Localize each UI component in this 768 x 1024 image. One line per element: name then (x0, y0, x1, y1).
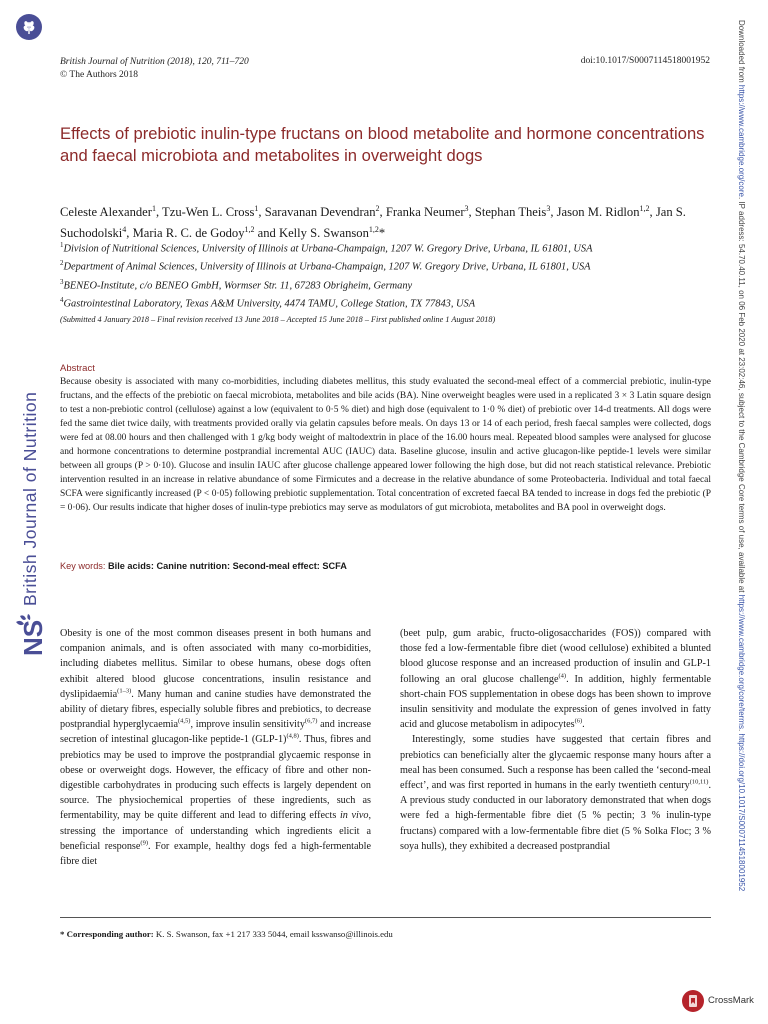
author-list (60, 200, 720, 242)
affiliation (60, 275, 720, 293)
affiliation (60, 238, 720, 256)
affiliation (60, 293, 720, 311)
download-notice (737, 20, 746, 1020)
author: and Kelly S. Swanson (254, 226, 369, 241)
download-separator: . (737, 728, 746, 734)
footnote-divider (60, 917, 711, 918)
crossmark-icon[interactable] (682, 990, 704, 1012)
cambridge-core-link[interactable]: https://www.cambridge.org/core (737, 84, 746, 197)
download-prefix: Downloaded from (737, 20, 746, 85)
abstract-text: Because obesity is associated with many co-morbidities, including diabetes mellitus, this study evaluated the second-meal effect of a commercial prebiotic, inulin-type fructans, and the effects of the prebiotic on faecal microbiota, metabolites and bile acids (BA). Nine overweight beagles were used in a replicated 3 × 3 Latin square design to test a non-prebiotic control (cellulose) against a low (equivalent to 0·5 % diet) and high dose (equivalent to 1·0 % diet) of prebiotic over 14-d treatments. All dogs were fed the same diet twice daily, with treatments provided orally via gelatin capsules before meals. On days 13 or 14 of each period, fresh faecal samples were collected, dogs were fed at 08.00 hours and then challenged with 1 g/kg body weight of maltodextrin in place of the 16.00 hours meal. Repeated blood samples were analysed for glucose and hormone concentrations to determine postprandial incremental AUC (IAUC) data. Baseline glucose, insulin and active glucagon-like peptide-1 levels were similar between all groups (P > 0·10). Glucose and insulin IAUC after glucose challenge appeared lower following the high dose, but did not reach statistical relevance. Prebiotic intervention resulted in an increase in relative abundance of some Firmicutes and a decrease in the relative abundance of some Proteobacteria. Individual and total faecal SCFA were significantly increased (P < 0·05) following prebiotic supplementation. Total concentration of excreted faecal BA tended to increase in dogs fed the prebiotic (P = 0·06). Our results indicate that higher doses of inulin-type prebiotics may serve as modulators of gut microbiota, metabolites and BA pool in overweight dogs. (60, 377, 711, 513)
reference-mark[interactable]: (9) (140, 839, 149, 847)
submission-dates: (Submitted 4 January 2018 – Final revision received 13 June 2018 – Accepted 15 June 2018 – First published online 1 August 2018) (60, 315, 496, 324)
footnote-text: K. S. Swanson, fax +1 217 333 5044, email ksswanso@illinois.edu (153, 929, 393, 939)
corresponding-author-footnote (60, 929, 393, 939)
keywords-label: Key words: (60, 561, 106, 571)
terms-link[interactable]: https://www.cambridge.org/core/terms (737, 594, 746, 729)
reference-mark[interactable]: (4) (558, 672, 567, 680)
author: , Jason M. Ridlon (550, 205, 640, 220)
download-middle: . IP address: 54.70.40.11, on 06 Feb 2020 at 23:02:46, subject to the Cambridge Core terms of use, available at (737, 196, 746, 595)
author: , Maria R. C. de Godoy (126, 226, 245, 241)
author-affiliation-mark: 1,2 (368, 225, 379, 235)
author: , Jan S. Suchodolski (60, 205, 686, 241)
affiliation-number: 3 (60, 277, 64, 286)
footnote-label: * Corresponding author: (60, 929, 154, 939)
author-affiliation-mark: 1,2 (244, 225, 255, 235)
journal-side-label: British Journal of Nutrition (20, 391, 40, 606)
keywords-value: Bile acids: Canine nutrition: Second-meal effect: SCFA (108, 561, 347, 571)
crossmark-label[interactable]: CrossMark (708, 995, 754, 1006)
reference-mark[interactable]: (4,5) (178, 717, 191, 725)
affiliations (60, 238, 720, 312)
affiliation-text: Department of Animal Sciences, University of Illinois at Urbana-Champaign, 1207 W. Gregory Drive, Urbana, IL 61801, USA (63, 261, 591, 273)
author-affiliation-mark: 4 (122, 225, 127, 235)
doi: doi:10.1017/S0007114518001952 (580, 56, 710, 66)
body-paragraph: (beet pulp, gum arabic, fructo-oligosaccharides (FOS)) compared with those fed a low-fermentable fibre diet (wood cellulose) exhibited a blunted blood glucose response and an increased production of insulin and GLP-1 following an oral glucose challenge$^{(4)}$. In addition, highly fermentable short-chain FOS supplementation in obese dogs has been shown to improve insulin sensitivity and modulate the expression of genes involved in fatty acid and glucose metabolism in adipocytes$^{(6)}$. (400, 628, 711, 731)
body-paragraph: Interestingly, some studies have suggested that certain fibres and prebiotics can beneficially alter the glycaemic response many hours after a meal has been consumed. Such a response has been called the ‘second-meal effect’, and was first reported in humans in the early twentieth century$^{(10,11)}$. A previous study conducted in our laboratory demonstrated that when dogs were fed a high-fermentable fibre diet (5 % pectin; 3 % inulin-type fructans) compared with a low-fermentable fibre diet (5 % Solka Floc; 3 % soya hulls), they exhibited a decreased postprandial (400, 734, 711, 852)
keywords (60, 561, 347, 571)
affiliation-number: 2 (60, 259, 64, 268)
author: Celeste Alexander (60, 205, 152, 220)
body-column-left (60, 626, 371, 869)
doi-side-link[interactable]: https://doi.org/10.1017/S0007114518001952 (737, 733, 746, 892)
body-paragraph: Obesity is one of the most common diseases present in both humans and companion animals, and is often associated with many co-morbidities, including diabetes mellitus. Similar to obese humans, obese dogs often exhibit altered blood glucose concentrations, insulin resistance and dyslipidaemia$^{(1-3)}$. Many human and canine studies have demonstrated the ability of dietary fibres, especially soluble fibres and prebiotics, to decrease postprandial hyperglycaemia$^{(4,5)}$, improve insulin sensitivity$^{(6,7)}$ and increase secretion of intestinal glucagon-like peptide-1 $(GLP-1)^{(4,8)}$. Thus, fibres and prebiotics may be used to improve the postprandial glycaemic response in obese or overweight dogs. However, the efficacy of fibre and other non-digestible carbohydrates in producing such effects is largely dependent on source. The physiochemical properties of these ingredients, such as fermentability, may be quite different and lead to differing effects in vivo, stressing the importance of understanding which ingredients elicit a beneficial response$^{(9)}$. For example, healthy dogs fed a high-fermentable fibre diet (60, 628, 372, 868)
affiliation-text: Division of Nutritional Sciences, University of Illinois at Urbana-Champaign, 1207 W. Gregory Drive, Urbana, IL 61801, USA (63, 243, 593, 255)
author-affiliation-mark: 3 (464, 204, 469, 213)
corresponding-author-mark: * (378, 226, 386, 241)
nutrition-society-wheat-icon (16, 14, 42, 40)
citation: British Journal of Nutrition (2018), 120, 711–720 (60, 57, 249, 67)
affiliation-text: Gastrointestinal Laboratory, Texas A&M University, 4474 TAMU, College Station, TX 77843, USA (63, 298, 476, 310)
reference-mark[interactable]: (6,7) (304, 717, 318, 725)
svg-text:NS: NS (18, 619, 46, 656)
author-affiliation-mark: 1 (254, 204, 259, 213)
author: , Saravanan Devendran (258, 205, 376, 220)
affiliation-number: 4 (60, 296, 64, 305)
copyright: © The Authors 2018 (60, 70, 139, 80)
reference-mark[interactable]: (4,8) (286, 733, 299, 741)
author-affiliation-mark: 1,2 (639, 204, 650, 213)
affiliation-number: 1 (60, 241, 64, 249)
author: , Franka Neumer (379, 205, 465, 220)
affiliation-text: BENEO-Institute, c/o BENEO GmbH, Wormser Str. 11, 67283 Obrigheim, Germany (63, 280, 413, 292)
affiliation (60, 256, 720, 274)
ns-logo-icon (14, 612, 46, 660)
author-affiliation-mark: 3 (546, 204, 551, 213)
reference-mark[interactable]: (6) (574, 717, 583, 725)
reference-mark[interactable]: (10,11) (689, 778, 709, 786)
author-affiliation-mark: 1 (151, 204, 156, 213)
article-title: Effects of prebiotic inulin-type fructans on blood metabolite and hormone concentrations and faecal microbiota and metabolites in overweight dogs (60, 124, 705, 165)
abstract-heading: Abstract (60, 363, 95, 374)
reference-mark[interactable]: (1–3) (117, 687, 132, 695)
author-affiliation-mark: 2 (375, 204, 380, 213)
author: , Tzu-Wen L. Cross (155, 205, 255, 220)
body-column-right (400, 626, 711, 854)
author: , Stephan Theis (468, 205, 547, 220)
journal-header (60, 56, 249, 82)
